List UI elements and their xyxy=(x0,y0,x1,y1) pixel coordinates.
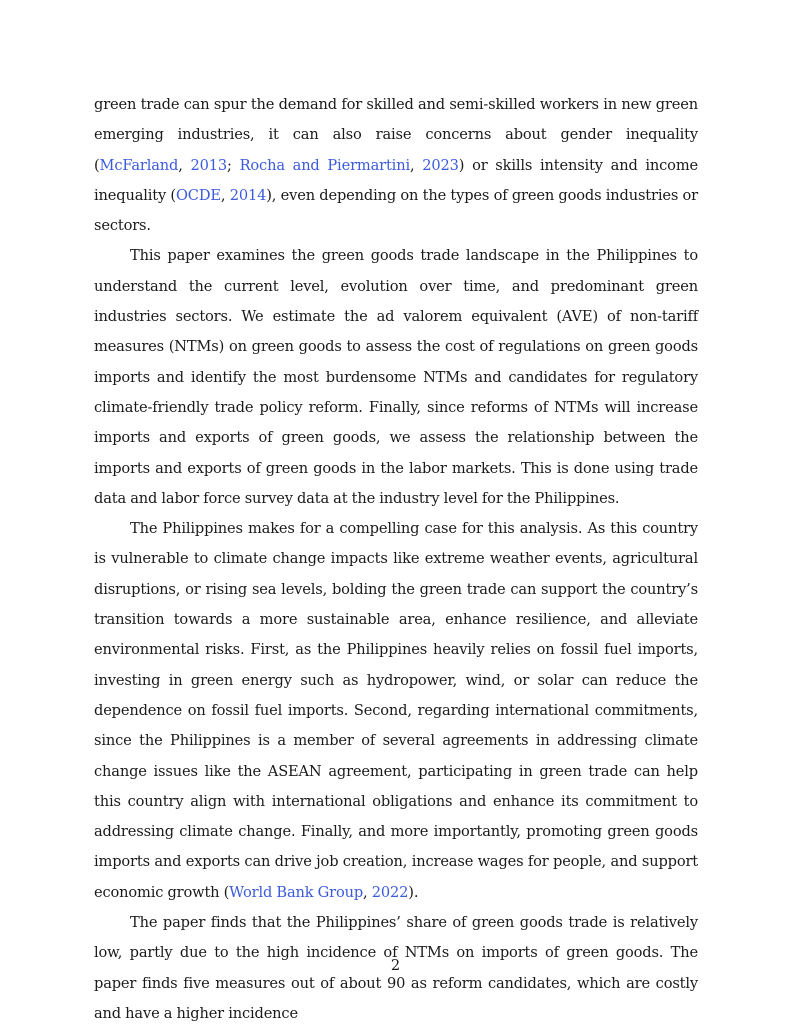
text-run: , xyxy=(363,883,372,901)
paragraph-3 xyxy=(94,514,698,908)
text-run: ). xyxy=(408,883,419,901)
page-body xyxy=(94,90,698,1029)
text-run: ), even depending on the types of green goods industries or sectors. xyxy=(94,186,698,235)
text-run: , xyxy=(178,156,191,174)
text-run: This paper examines the green goods trade landscape in the Philippines to understand the current level, evolution over time, and predominant green industries sectors. We estimate the ad valorem equivalent (AVE) of non-tariff measures (NTMs) on green goods to assess the cost of regulations on green goods imports and identify the most burdensome NTMs and candidates for regulatory climate-friendly trade policy reform. Finally, since reforms of NTMs will increase imports and exports of green goods, we assess the relationship between the imports and exports of green goods in the labor markets. This is done using trade data and labor force survey data at the industry level for the Philippines. xyxy=(94,247,698,507)
citation-link-ocde[interactable]: OCDE xyxy=(175,186,221,204)
citation-link-2023[interactable]: 2023 xyxy=(422,156,459,174)
citation-link-2022[interactable]: 2022 xyxy=(371,883,409,901)
text-run: , xyxy=(409,156,423,174)
paragraph-2 xyxy=(94,241,698,514)
citation-link-mcfarland[interactable]: McFarland xyxy=(99,156,179,174)
citation-link-world-bank-group[interactable]: World Bank Group xyxy=(229,883,364,901)
citation-link-rocha-piermartini[interactable]: Rocha and Piermartini xyxy=(239,156,410,174)
text-run: ) or skills intensity and income inequality ( xyxy=(94,156,698,204)
text-run: , xyxy=(220,186,230,204)
page-number: 2 xyxy=(390,957,401,974)
text-run: ; xyxy=(227,156,240,174)
citation-link-2014[interactable]: 2014 xyxy=(229,186,267,204)
text-run: The Philippines makes for a compelling case for this analysis. As this country is vulnerable to climate change impacts like extreme weather events, agricultural disruptions, or rising sea levels, bolding the green trade can support the country’s transition towards a more sustainable area, enhance resilience, and alleviate environmental risks. First, as the Philippines heavily relies on fossil fuel imports, investing in green energy such as hydropower, wind, or solar can reduce the dependence on fossil fuel imports. Second, regarding international commitments, since the Philippines is a member of several agreements in addressing climate change issues like the ASEAN agreement, participating in green trade can help this country align with international obligations and enhance its commitment to addressing climate change. Finally, and more importantly, promoting green goods imports and exports can drive job creation, increase wages for people, and support economic growth ( xyxy=(94,520,698,901)
text-run: green trade can spur the demand for skilled and semi-skilled workers in new green emerging industries, it can also raise concerns about gender inequality ( xyxy=(94,96,698,174)
text-run: The paper finds that the Philippines’ share of green goods trade is relatively low, partly due to the high incidence of NTMs on imports of green goods. The paper finds five measures out of about 90 as reform candidates, which are costly and have a higher incidence xyxy=(94,914,698,1022)
citation-link-2013[interactable]: 2013 xyxy=(190,156,228,174)
paragraph-1 xyxy=(94,90,698,241)
